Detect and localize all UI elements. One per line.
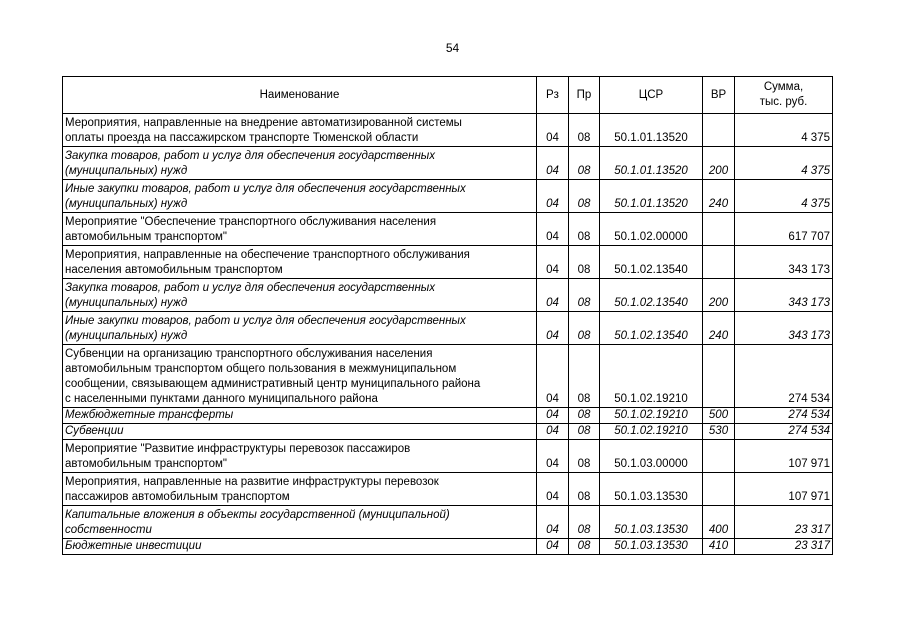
cell-name (63, 114, 537, 147)
header-vr: ВР (703, 77, 735, 114)
cell-csr: 50.1.02.00000 (600, 213, 703, 246)
cell-csr: 50.1.02.13540 (600, 279, 703, 312)
cell-sum: 274 534 (735, 345, 833, 408)
table-row (63, 279, 833, 312)
cell-name (63, 312, 537, 345)
cell-sum: 343 173 (735, 246, 833, 279)
cell-name (63, 180, 537, 213)
cell-name (63, 473, 537, 506)
cell-pr: 08 (569, 246, 600, 279)
cell-name-line: с населенными пунктами данного муниципального района (65, 393, 378, 405)
cell-csr: 50.1.01.13520 (600, 114, 703, 147)
table-row (63, 506, 833, 539)
cell-vr (703, 114, 735, 147)
cell-vr: 200 (703, 147, 735, 180)
cell-name (63, 440, 537, 473)
cell-csr: 50.1.01.13520 (600, 147, 703, 180)
cell-name-line: собственности (65, 524, 152, 536)
cell-csr: 50.1.02.19210 (600, 345, 703, 408)
table-row (63, 424, 833, 440)
cell-vr: 410 (703, 539, 735, 555)
header-sum-line1: Сумма, (763, 81, 804, 93)
cell-name-line: автомобильным транспортом общего пользования в межмуниципальном (65, 363, 457, 375)
table-row (63, 180, 833, 213)
cell-pr: 08 (569, 114, 600, 147)
table-row (63, 213, 833, 246)
cell-rz: 04 (537, 279, 569, 312)
cell-vr (703, 473, 735, 506)
cell-pr: 08 (569, 424, 600, 440)
cell-name-line: (муниципальных) нужд (65, 198, 188, 210)
table-body (63, 114, 833, 555)
cell-name-line: Закупка товаров, работ и услуг для обеспечения государственных (65, 150, 436, 162)
cell-name (63, 213, 537, 246)
cell-name-line: Мероприятия, направленные на развитие инфраструктуры перевозок (65, 476, 439, 488)
header-sum (735, 77, 833, 114)
cell-vr (703, 213, 735, 246)
cell-name-line: Мероприятия, направленные на внедрение автоматизированной системы (65, 117, 462, 129)
cell-name-line: Мероприятия, направленные на обеспечение транспортного обслуживания (65, 249, 470, 261)
cell-vr: 240 (703, 312, 735, 345)
table-row (63, 246, 833, 279)
page-number: 54 (445, 41, 460, 55)
cell-pr: 08 (569, 440, 600, 473)
cell-name-line: автомобильным транспортом" (65, 458, 227, 470)
cell-vr (703, 440, 735, 473)
cell-vr: 500 (703, 408, 735, 424)
cell-rz: 04 (537, 539, 569, 555)
cell-pr: 08 (569, 539, 600, 555)
cell-csr: 50.1.02.13540 (600, 246, 703, 279)
cell-pr: 08 (569, 180, 600, 213)
cell-sum: 23 317 (735, 539, 833, 555)
cell-vr: 400 (703, 506, 735, 539)
cell-pr: 08 (569, 473, 600, 506)
cell-sum: 107 971 (735, 473, 833, 506)
cell-name-line: Капитальные вложения в объекты государственной (муниципальной) (65, 509, 450, 521)
cell-name-line: сообщении, связывающем административный центр муниципального района (65, 378, 481, 390)
header-csr: ЦСР (600, 77, 703, 114)
table-row (63, 312, 833, 345)
cell-name-line: населения автомобильным транспортом (65, 264, 283, 276)
cell-csr: 50.1.02.13540 (600, 312, 703, 345)
cell-rz: 04 (537, 424, 569, 440)
cell-name-line: (муниципальных) нужд (65, 165, 188, 177)
cell-name-line: Закупка товаров, работ и услуг для обеспечения государственных (65, 282, 436, 294)
table-row (63, 440, 833, 473)
cell-name (63, 246, 537, 279)
cell-rz: 04 (537, 312, 569, 345)
cell-vr: 200 (703, 279, 735, 312)
cell-rz: 04 (537, 213, 569, 246)
cell-rz: 04 (537, 114, 569, 147)
cell-sum: 343 173 (735, 312, 833, 345)
cell-vr: 240 (703, 180, 735, 213)
cell-name-line: Иные закупки товаров, работ и услуг для обеспечения государственных (65, 315, 466, 327)
table-row (63, 147, 833, 180)
cell-name (63, 539, 537, 555)
cell-vr (703, 246, 735, 279)
cell-sum: 274 534 (735, 408, 833, 424)
cell-pr: 08 (569, 506, 600, 539)
cell-sum: 107 971 (735, 440, 833, 473)
cell-rz: 04 (537, 180, 569, 213)
cell-rz: 04 (537, 345, 569, 408)
cell-rz: 04 (537, 408, 569, 424)
header-sum-line2: тыс. руб. (759, 96, 808, 108)
cell-name-line: Мероприятие "Развитие инфраструктуры перевозок пассажиров (65, 443, 411, 455)
cell-name-line: оплаты проезда на пассажирском транспорте Тюменской области (65, 132, 419, 144)
cell-csr: 50.1.03.13530 (600, 473, 703, 506)
cell-csr: 50.1.01.13520 (600, 180, 703, 213)
cell-rz: 04 (537, 246, 569, 279)
cell-name-line: Субвенции на организацию транспортного обслуживания населения (65, 348, 433, 360)
budget-table (62, 76, 833, 555)
cell-name-line: пассажиров автомобильным транспортом (65, 491, 290, 503)
table-row (63, 539, 833, 555)
table-row (63, 345, 833, 408)
table-row (63, 114, 833, 147)
cell-rz: 04 (537, 506, 569, 539)
header-rz: Рз (537, 77, 569, 114)
cell-csr: 50.1.02.19210 (600, 408, 703, 424)
cell-name-line: Субвенции (65, 425, 124, 437)
cell-name-line: Мероприятие "Обеспечение транспортного обслуживания населения (65, 216, 437, 228)
cell-csr: 50.1.02.19210 (600, 424, 703, 440)
cell-csr: 50.1.03.13530 (600, 506, 703, 539)
cell-rz: 04 (537, 473, 569, 506)
cell-name (63, 506, 537, 539)
cell-sum: 4 375 (735, 180, 833, 213)
table-header-row (63, 77, 833, 114)
cell-sum: 4 375 (735, 147, 833, 180)
cell-rz: 04 (537, 147, 569, 180)
cell-sum: 274 534 (735, 424, 833, 440)
cell-name-line: (муниципальных) нужд (65, 297, 188, 309)
cell-name-line: Межбюджетные трансферты (65, 409, 234, 421)
cell-pr: 08 (569, 147, 600, 180)
cell-name (63, 279, 537, 312)
cell-name (63, 147, 537, 180)
cell-vr (703, 345, 735, 408)
cell-name-line: (муниципальных) нужд (65, 330, 188, 342)
cell-sum: 4 375 (735, 114, 833, 147)
cell-name-line: Бюджетные инвестиции (65, 540, 202, 552)
cell-name (63, 424, 537, 440)
header-name: Наименование (63, 77, 537, 114)
cell-sum: 343 173 (735, 279, 833, 312)
cell-name-line: автомобильным транспортом" (65, 231, 227, 243)
cell-csr: 50.1.03.13530 (600, 539, 703, 555)
cell-name (63, 345, 537, 408)
cell-pr: 08 (569, 345, 600, 408)
cell-pr: 08 (569, 408, 600, 424)
header-pr: Пр (569, 77, 600, 114)
cell-csr: 50.1.03.00000 (600, 440, 703, 473)
cell-vr: 530 (703, 424, 735, 440)
table-row (63, 473, 833, 506)
cell-name (63, 408, 537, 424)
cell-pr: 08 (569, 279, 600, 312)
cell-sum: 23 317 (735, 506, 833, 539)
cell-rz: 04 (537, 440, 569, 473)
cell-pr: 08 (569, 213, 600, 246)
cell-name-line: Иные закупки товаров, работ и услуг для обеспечения государственных (65, 183, 466, 195)
cell-sum: 617 707 (735, 213, 833, 246)
cell-pr: 08 (569, 312, 600, 345)
table-row (63, 408, 833, 424)
